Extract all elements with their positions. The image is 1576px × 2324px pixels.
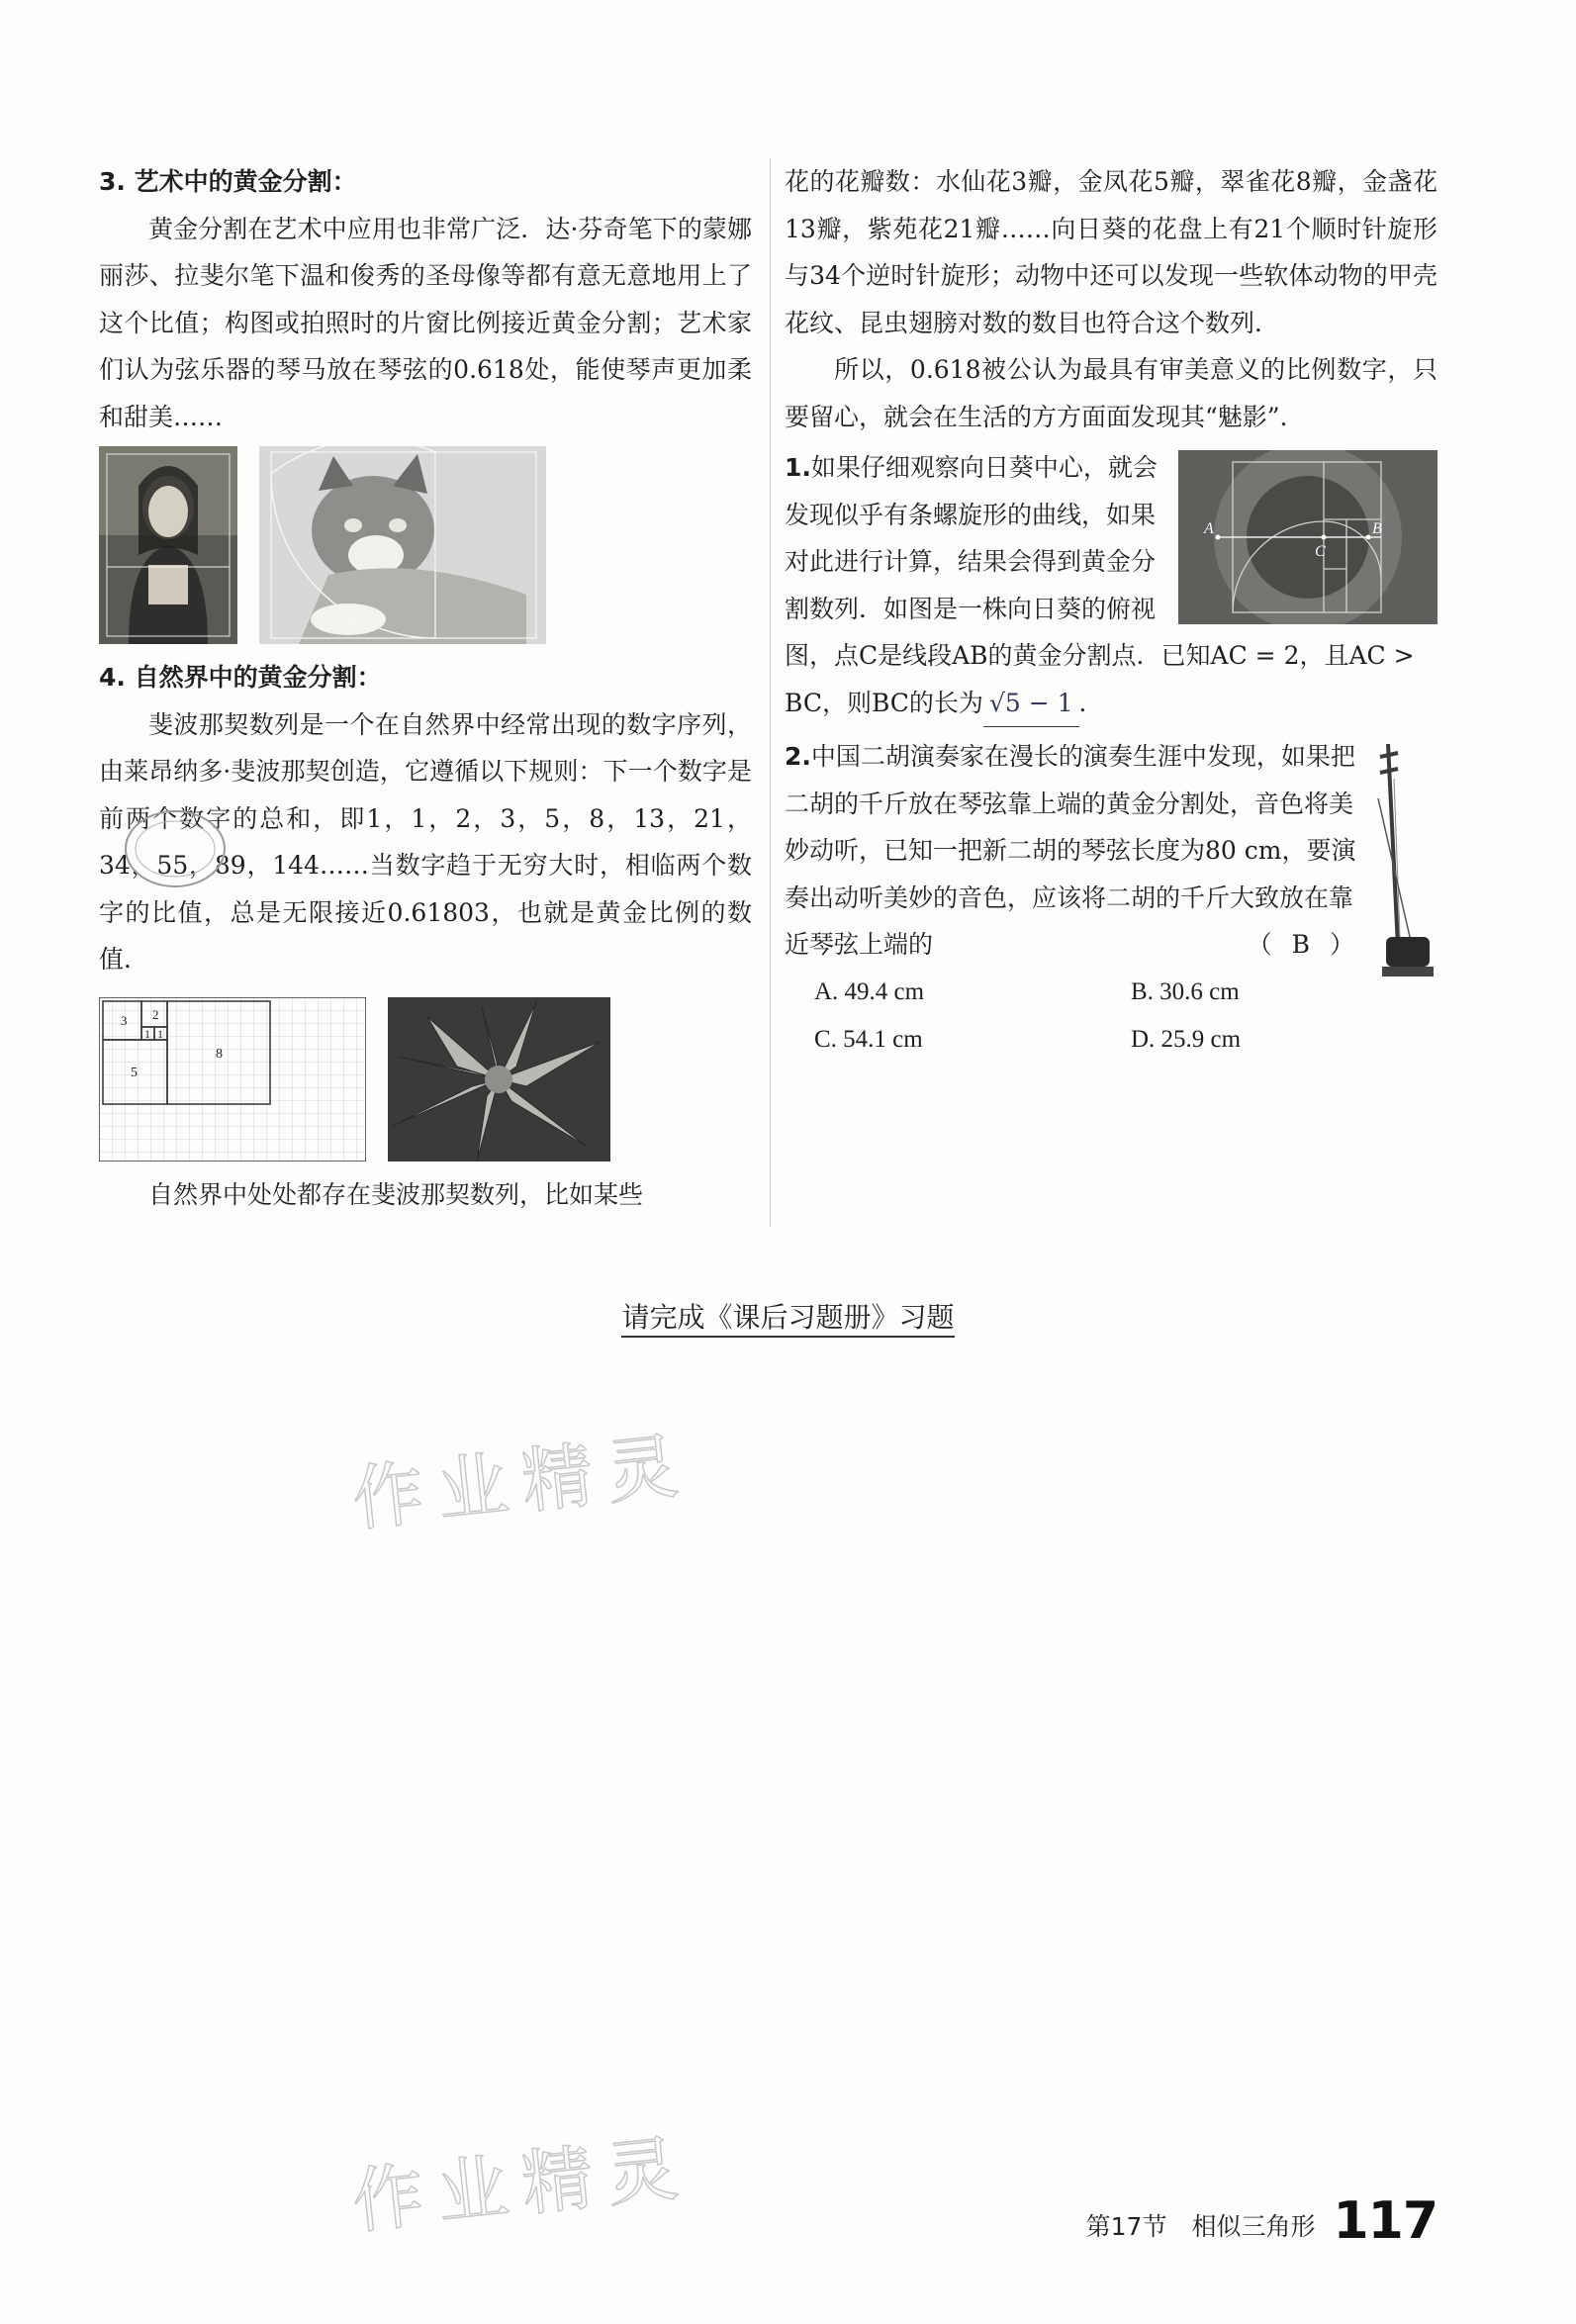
mona-lisa-image xyxy=(99,446,237,644)
footer-section: 第17节 相似三角形 xyxy=(1085,2212,1316,2241)
homework-helper-stamp xyxy=(121,806,230,891)
grid-label-5: 5 xyxy=(131,1065,138,1080)
sunflower-label-c: C xyxy=(1315,543,1326,560)
workbook-link[interactable] xyxy=(0,1296,1576,1336)
erhu-image xyxy=(1368,739,1437,986)
sunflower-label-b: B xyxy=(1372,520,1382,537)
column-divider xyxy=(770,158,771,1227)
spiral-succulent-image xyxy=(388,997,610,1162)
section4-title: 4. 自然界中的黄金分割： xyxy=(99,663,382,692)
page-footer xyxy=(1086,2191,1437,2251)
section3-text: 黄金分割在艺术中应用也非常广泛．达·芬奇笔下的蒙娜丽莎、拉斐尔笔下温和俊秀的圣母像等都有意无意地用上了这个比值；构图或拍照时的片窗比例接近黄金分割；艺术家们认为弦乐器的琴马放在琴弦的0.618处，能使琴声更加柔和甜美…… xyxy=(99,214,752,431)
question-2-answer: （ B ） xyxy=(1247,930,1360,959)
question-1-number: 1. xyxy=(785,453,811,482)
section3-title: 3. 艺术中的黄金分割： xyxy=(99,167,357,196)
sunflower-image xyxy=(1178,450,1437,624)
choice-c[interactable]: C. 54.1 cm xyxy=(814,1025,923,1053)
sunflower-label-a: A xyxy=(1204,520,1214,537)
grid-label-8: 8 xyxy=(216,1046,223,1062)
fibonacci-grid-figure xyxy=(99,997,366,1162)
watermark-upper: 作业精灵 xyxy=(348,1423,696,1541)
question-2-text: 中国二胡演奏家在漫长的演奏生涯中发现，如果把二胡的千斤放在琴弦靠上端的黄金分割处，音色将美妙动听，已知一把新二胡的琴弦长度为80 cm，要演奏出动听美妙的音色，应该将二胡的千斤大致放在靠近琴弦上端的 xyxy=(785,742,1356,959)
section4-text: 斐波那契数列是一个在自然界中经常出现的数字序列，由莱昂纳多·斐波那契创造，它遵循以下规则：下一个数字是前两个数字的总和，即1，1，2，3，5，8，13，21，34，55，89，144……当数字趋于无穷大时，相临两个数字的比值，总是无限接近0.61803，也就是黄金比例的数值． xyxy=(99,709,752,974)
question-1 xyxy=(785,444,1437,727)
question-1-end: ． xyxy=(1078,688,1104,717)
choice-b[interactable]: B. 30.6 cm xyxy=(1131,977,1240,1005)
watermark-lower: 作业精灵 xyxy=(348,2125,696,2244)
flower-text: 花的花瓣数：水仙花3瓣，金凤花5瓣，翠雀花8瓣，金盏花13瓣，紫苑花21瓣……向日葵的花盘上有21个顺时针旋形与34个逆时针旋形；动物中还可以发现一些软体动物的甲壳花纹、昆虫翅膀对数的数目也符合这个数列． xyxy=(785,167,1437,337)
question-2-number: 2. xyxy=(785,742,811,771)
grid-label-3: 3 xyxy=(121,1012,128,1028)
grid-label-1a: 1 xyxy=(144,1026,150,1041)
grid-label-1b: 1 xyxy=(157,1026,163,1041)
question-2 xyxy=(785,733,1437,969)
right-column xyxy=(785,158,1437,1064)
left-column xyxy=(99,158,752,1218)
choice-a[interactable]: A. 49.4 cm xyxy=(814,977,925,1005)
question-2-choices xyxy=(785,969,1360,1064)
conclusion-text: 所以，0.618被公认为最具有审美意义的比例数字，只要留心，就会在生活的方方面面发现其“魅影”． xyxy=(785,355,1437,431)
section4-text-end: 自然界中处处都存在斐波那契数列，比如某些 xyxy=(148,1179,644,1209)
workbook-link-text[interactable]: 请完成《课后习题册》习题 xyxy=(621,1301,954,1338)
question-1-text: 如果仔细观察向日葵中心，就会发现似乎有条螺旋形的曲线，如果对此进行计算，结果会得到黄金分割数列．如图是一株向日葵的俯视图，点C是线段AB的黄金分割点．已知AC = 2，且AC > BC，则BC的长为 xyxy=(785,453,1415,717)
choice-d[interactable]: D. 25.9 cm xyxy=(1131,1025,1242,1053)
cat-golden-spiral-image xyxy=(259,446,546,644)
grid-label-2: 2 xyxy=(152,1006,159,1022)
page-number: 117 xyxy=(1333,2191,1437,2251)
art-figures xyxy=(99,446,752,644)
nature-figures xyxy=(99,997,752,1162)
question-1-answer: √5 − 1 xyxy=(983,680,1079,728)
